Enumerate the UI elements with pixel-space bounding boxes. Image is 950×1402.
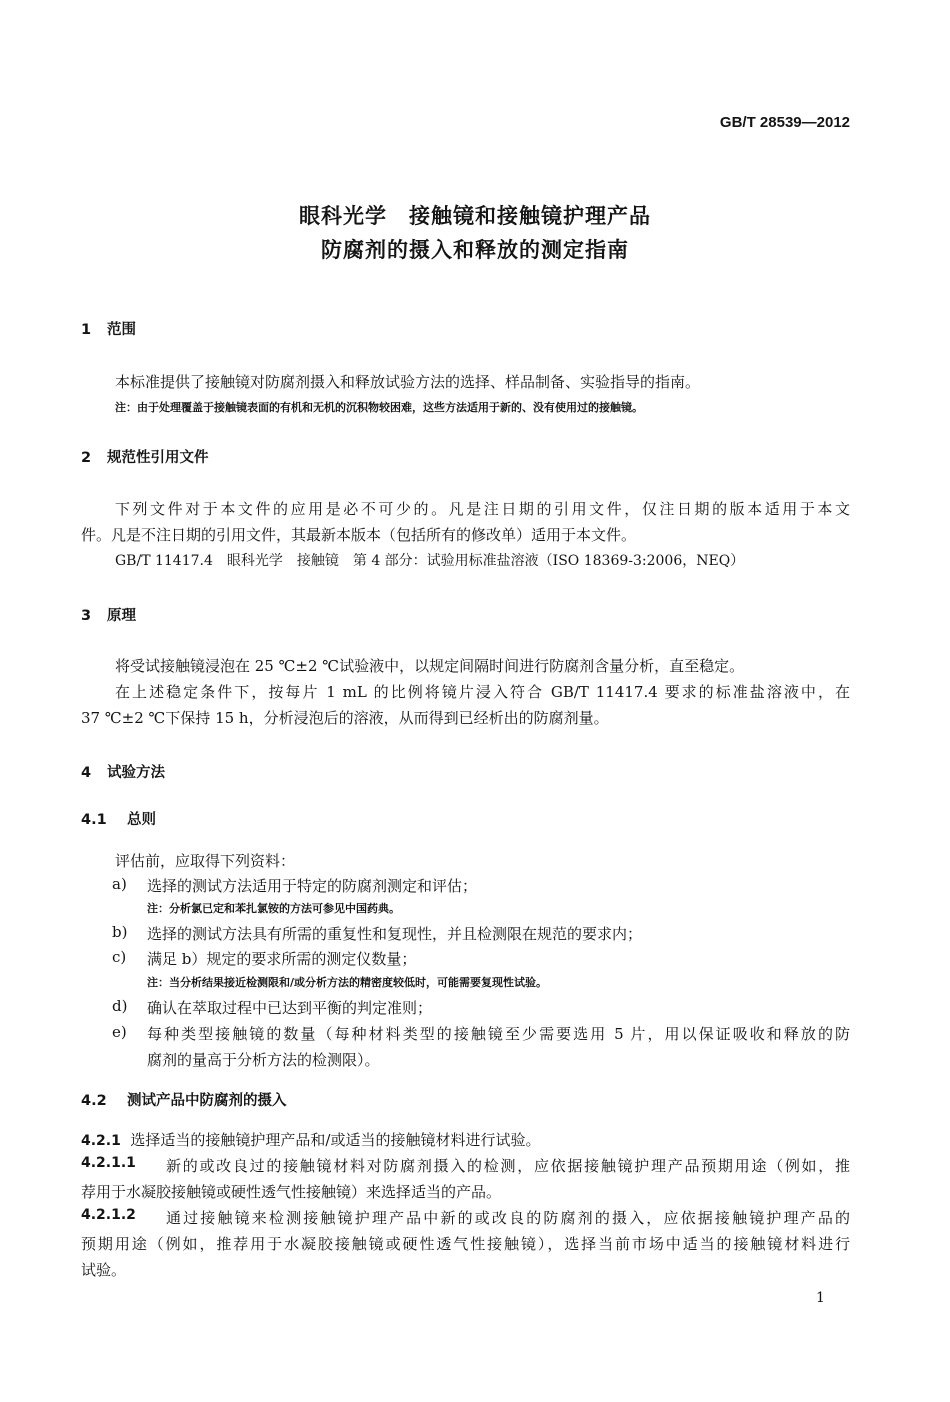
section-4-heading	[81, 761, 165, 782]
section-number: 3	[81, 608, 92, 624]
sec3-paragraph-2-line-2: 37 ℃±2 ℃下保持 15 h，分析浸泡后的溶液，从而得到已经析出的防腐剂量。	[81, 709, 609, 727]
clause-4-2-1-2-line-1	[81, 1207, 850, 1228]
subsection-4-1-heading	[81, 808, 156, 829]
clause-4-2-1-2-line-2: 预期用途（例如，推荐用于水凝胶接触镜或硬性透气性接触镜），选择当前市场中适当的接触镜材料进行	[81, 1235, 850, 1253]
clause-4-2-1-1-line-2: 荐用于水凝胶接触镜或硬性透气性接触镜）来选择适当的产品。	[81, 1183, 502, 1201]
title-line-2: 防腐剂的摄入和释放的测定指南	[321, 238, 629, 262]
sec2-paragraph-line-2: 件。凡是不注日期的引用文件，其最新本版本（包括所有的修改单）适用于本文件。	[81, 526, 637, 544]
standard-code: GB/T 28539—2012	[719, 114, 850, 131]
section-number: 2	[81, 450, 92, 466]
clause-4-2-1-1-line-1	[81, 1155, 850, 1176]
subsection-title: 总则	[127, 812, 156, 828]
sec1-note: 注：由于处理覆盖于接触镜表面的有机和无机的沉积物较困难，这些方法适用于新的、没有使用过的接触镜。	[115, 401, 643, 414]
section-2-heading	[81, 446, 209, 467]
list-item-note: 注：当分析结果接近检测限和/或分析方法的精密度较低时，可能需要复现性试验。	[147, 976, 548, 989]
section-title: 原理	[107, 608, 136, 624]
section-number: 1	[81, 322, 92, 338]
list-item-letter: a)	[112, 875, 127, 893]
list-item-letter: c)	[112, 948, 127, 966]
sec1-paragraph: 本标准提供了接触镜对防腐剂摄入和释放试验方法的选择、样品制备、实验指导的指南。	[115, 373, 701, 391]
section-title: 规范性引用文件	[107, 450, 209, 466]
list-item-text: 选择的测试方法适用于特定的防腐剂测定和评估；	[147, 877, 478, 895]
page-number: 1	[816, 1290, 825, 1306]
list-item-text: 选择的测试方法具有所需的重复性和复现性，并且检测限在规范的要求内；	[147, 925, 643, 943]
subsection-number: 4.2	[81, 1093, 107, 1109]
section-number: 4	[81, 765, 92, 781]
list-item-text-line-1: 每种类型接触镜的数量（每种材料类型的接触镜至少需要选用 5 片，用以保证吸收和释放的防	[147, 1025, 850, 1043]
sec3-paragraph-1: 将受试接触镜浸泡在 25 ℃±2 ℃试验液中，以规定间隔时间进行防腐剂含量分析，直至稳定。	[115, 657, 745, 675]
list-item-text-line-2: 腐剂的量高于分析方法的检测限）。	[147, 1051, 380, 1069]
clause-number: 4.2.1	[81, 1133, 121, 1149]
list-item-letter: d)	[112, 997, 128, 1015]
section-3-heading	[81, 604, 136, 625]
list-item-letter: e)	[112, 1023, 127, 1041]
clause-4-2-1	[81, 1129, 540, 1150]
clause-4-2-1-2-line-3: 试验。	[81, 1261, 127, 1279]
list-item-note: 注：分析氯已定和苯扎氯铵的方法可参见中国药典。	[147, 902, 400, 915]
clause-text: 新的或改良过的接触镜材料对防腐剂摄入的检测，应依据接触镜护理产品预期用途（例如，推	[166, 1157, 850, 1175]
list-item-letter: b)	[112, 923, 128, 941]
section-title: 试验方法	[107, 765, 165, 781]
sec3-paragraph-2-line-1: 在上述稳定条件下，按每片 1 mL 的比例将镜片浸入符合 GB/T 11417.4 要求的标准盐溶液中，在	[115, 683, 850, 701]
section-title: 范围	[107, 322, 136, 338]
list-item-text: 确认在萃取过程中已达到平衡的判定准则；	[147, 999, 433, 1017]
clause-number: 4.2.1.1	[81, 1155, 136, 1171]
list-item-text: 满足 b）规定的要求所需的测定仪数量；	[147, 950, 417, 968]
sec2-paragraph-line-1: 下列文件对于本文件的应用是必不可少的。凡是注日期的引用文件，仅注日期的版本适用于本文	[115, 500, 850, 518]
subsection-title: 测试产品中防腐剂的摄入	[127, 1093, 287, 1109]
section-1-heading	[81, 318, 136, 339]
subsection-4-2-heading	[81, 1089, 287, 1110]
clause-text: 通过接触镜来检测接触镜护理产品中新的或改良的防腐剂的摄入，应依据接触镜护理产品的	[166, 1209, 850, 1227]
clause-text: 选择适当的接触镜护理产品和/或适当的接触镜材料进行试验。	[130, 1131, 541, 1149]
normative-reference: GB/T 11417.4 眼科光学 接触镜 第 4 部分：试验用标准盐溶液（ISO 18369-3:2006，NEQ）	[115, 553, 745, 569]
title-line-1: 眼科光学 接触镜和接触镜护理产品	[299, 204, 651, 228]
subsection-number: 4.1	[81, 812, 107, 828]
sec41-intro: 评估前，应取得下列资料：	[115, 852, 296, 870]
clause-number: 4.2.1.2	[81, 1207, 136, 1223]
